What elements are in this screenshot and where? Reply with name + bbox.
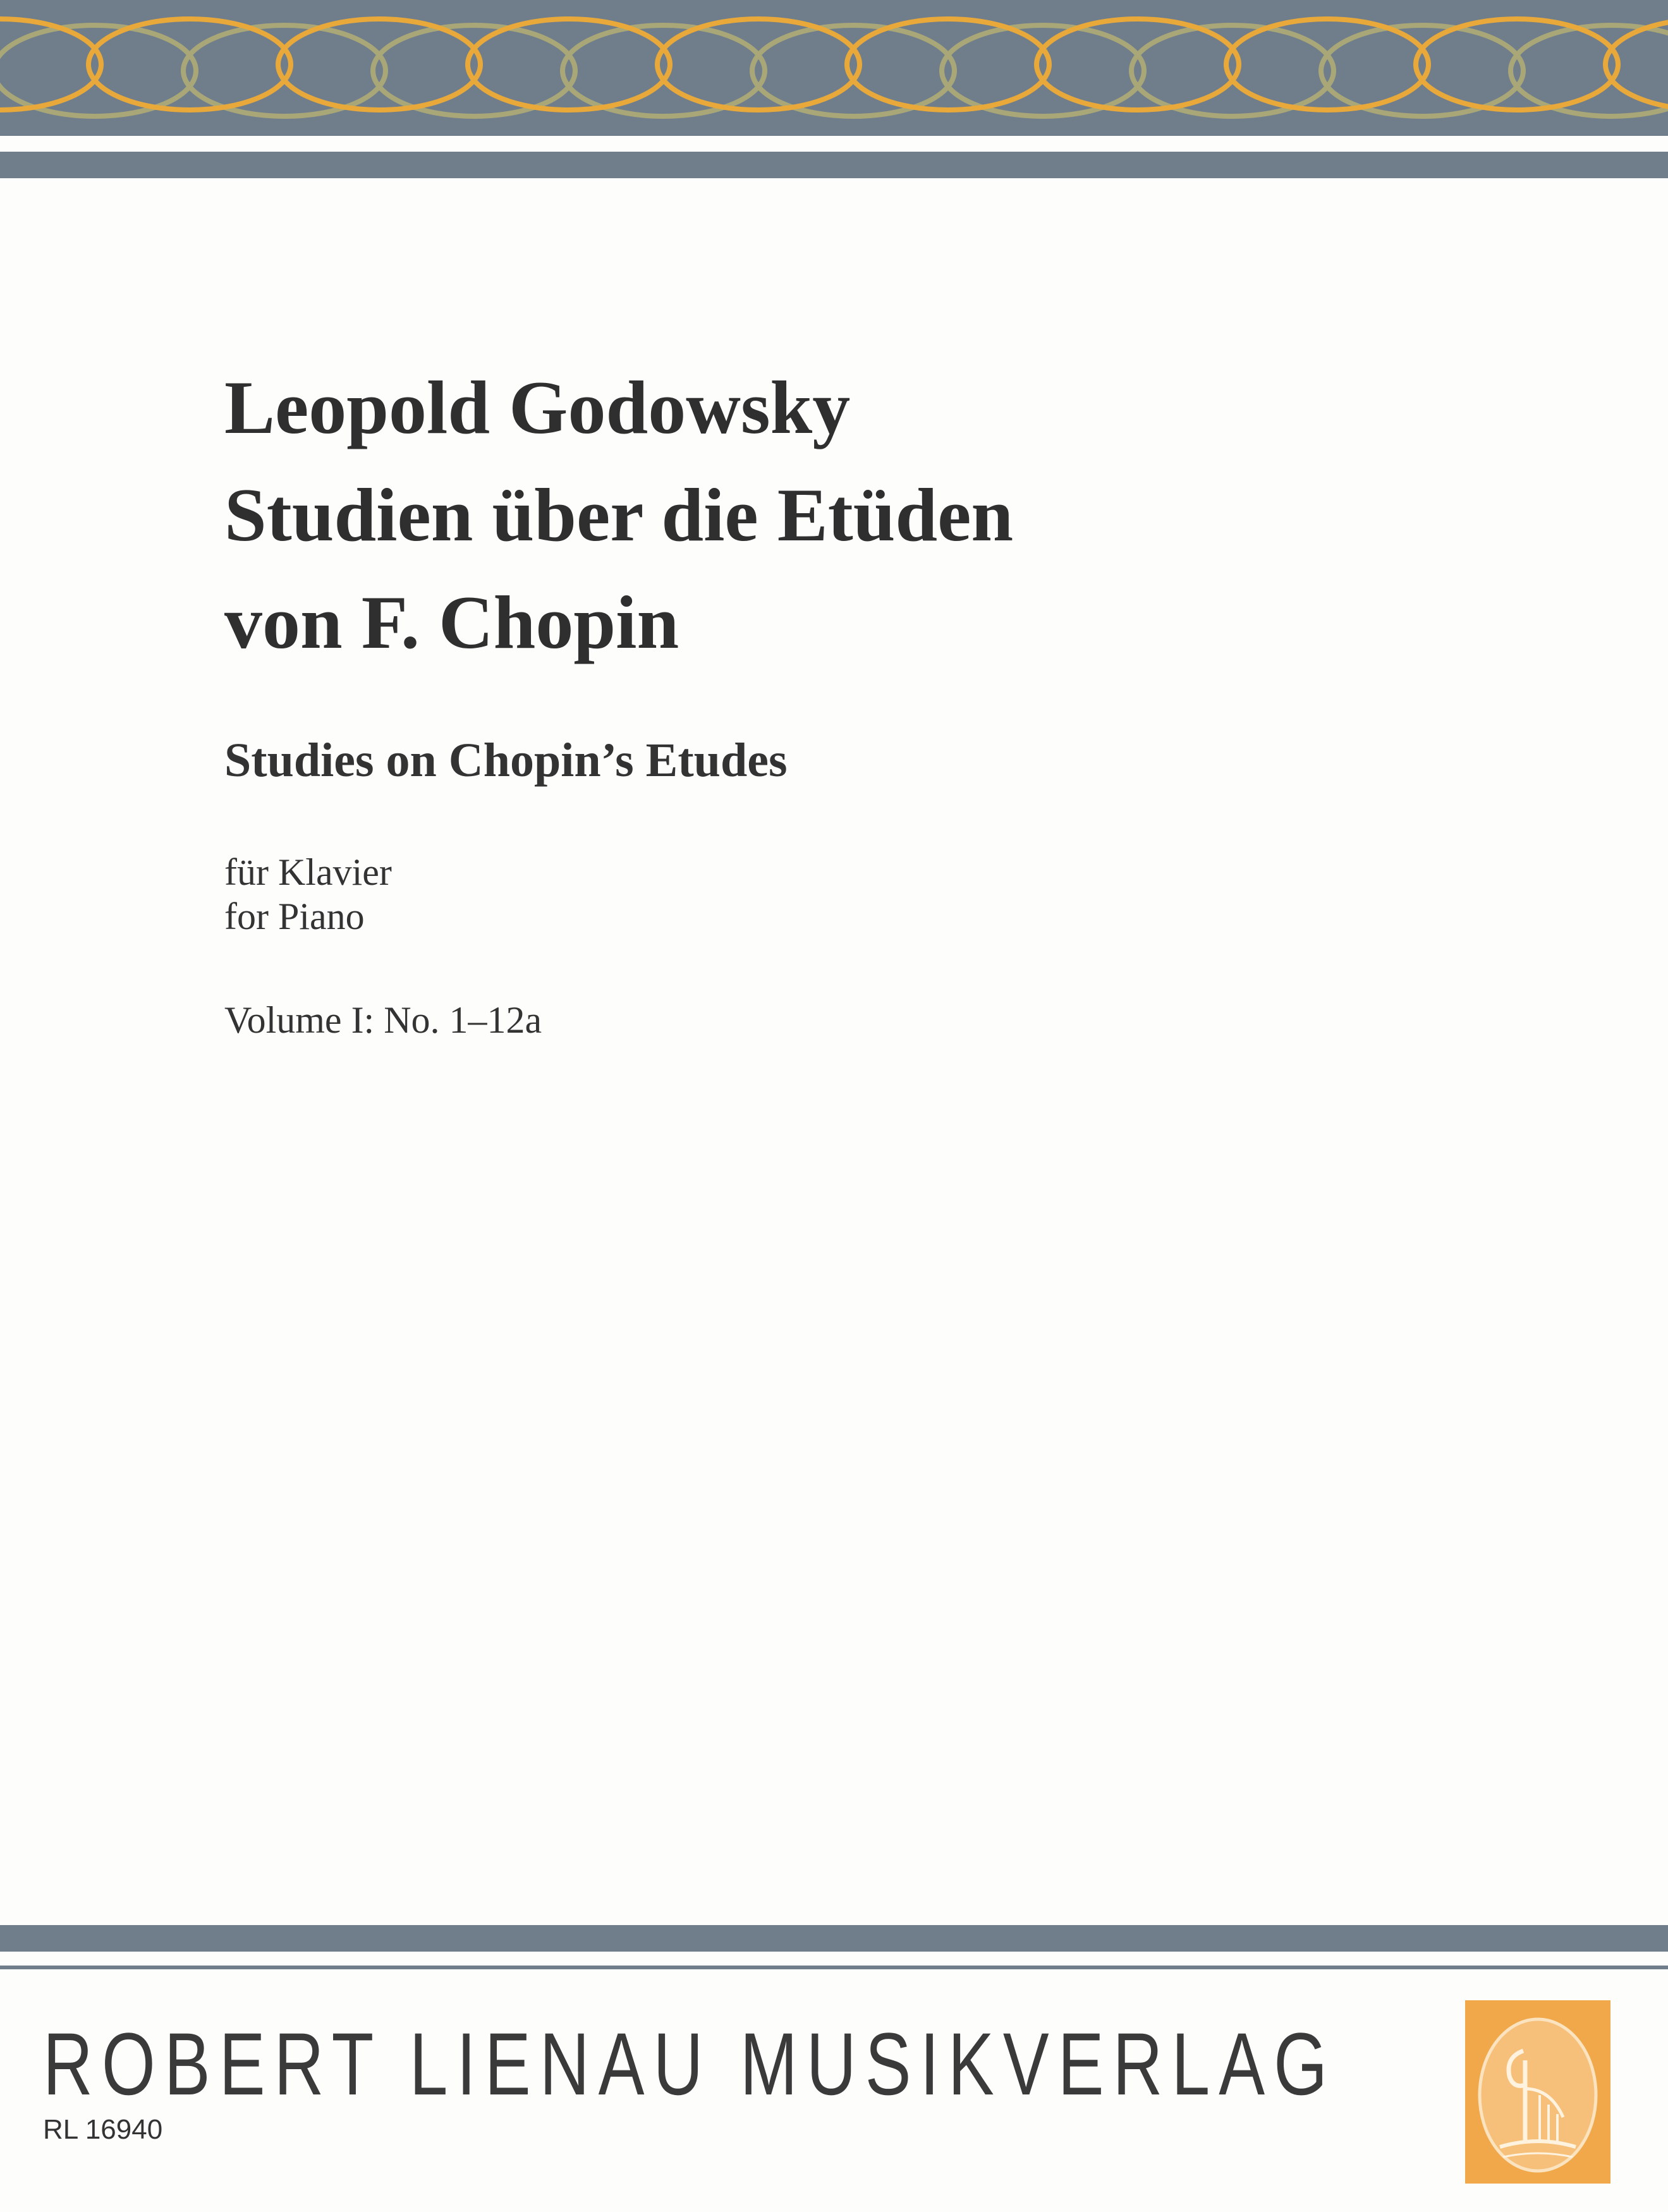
lienau-lyre-logo-icon (1465, 2000, 1610, 2184)
title-german-line-1: Studien über die Etüden (224, 473, 1014, 557)
title-english: Studies on Chopin’s Etudes (224, 734, 788, 787)
bottom-thin-rule (0, 1966, 1668, 1969)
publisher-name: ROBERT LIENAU MUSIKVERLAG (43, 2014, 1337, 2113)
title-german-line-2: von F. Chopin (224, 580, 679, 664)
bottom-divider-rule (0, 1925, 1668, 1952)
decorative-ring-border (0, 0, 1668, 136)
composer-name: Leopold Godowsky (224, 365, 851, 449)
instrument-english: for Piano (224, 896, 365, 937)
instrument-german: für Klavier (224, 851, 392, 893)
instrumentation (224, 850, 392, 939)
catalog-number: RL 16940 (43, 2114, 163, 2145)
top-divider-rule (0, 152, 1668, 178)
title-block (224, 354, 1488, 676)
volume-info: Volume I: No. 1–12a (224, 999, 542, 1041)
